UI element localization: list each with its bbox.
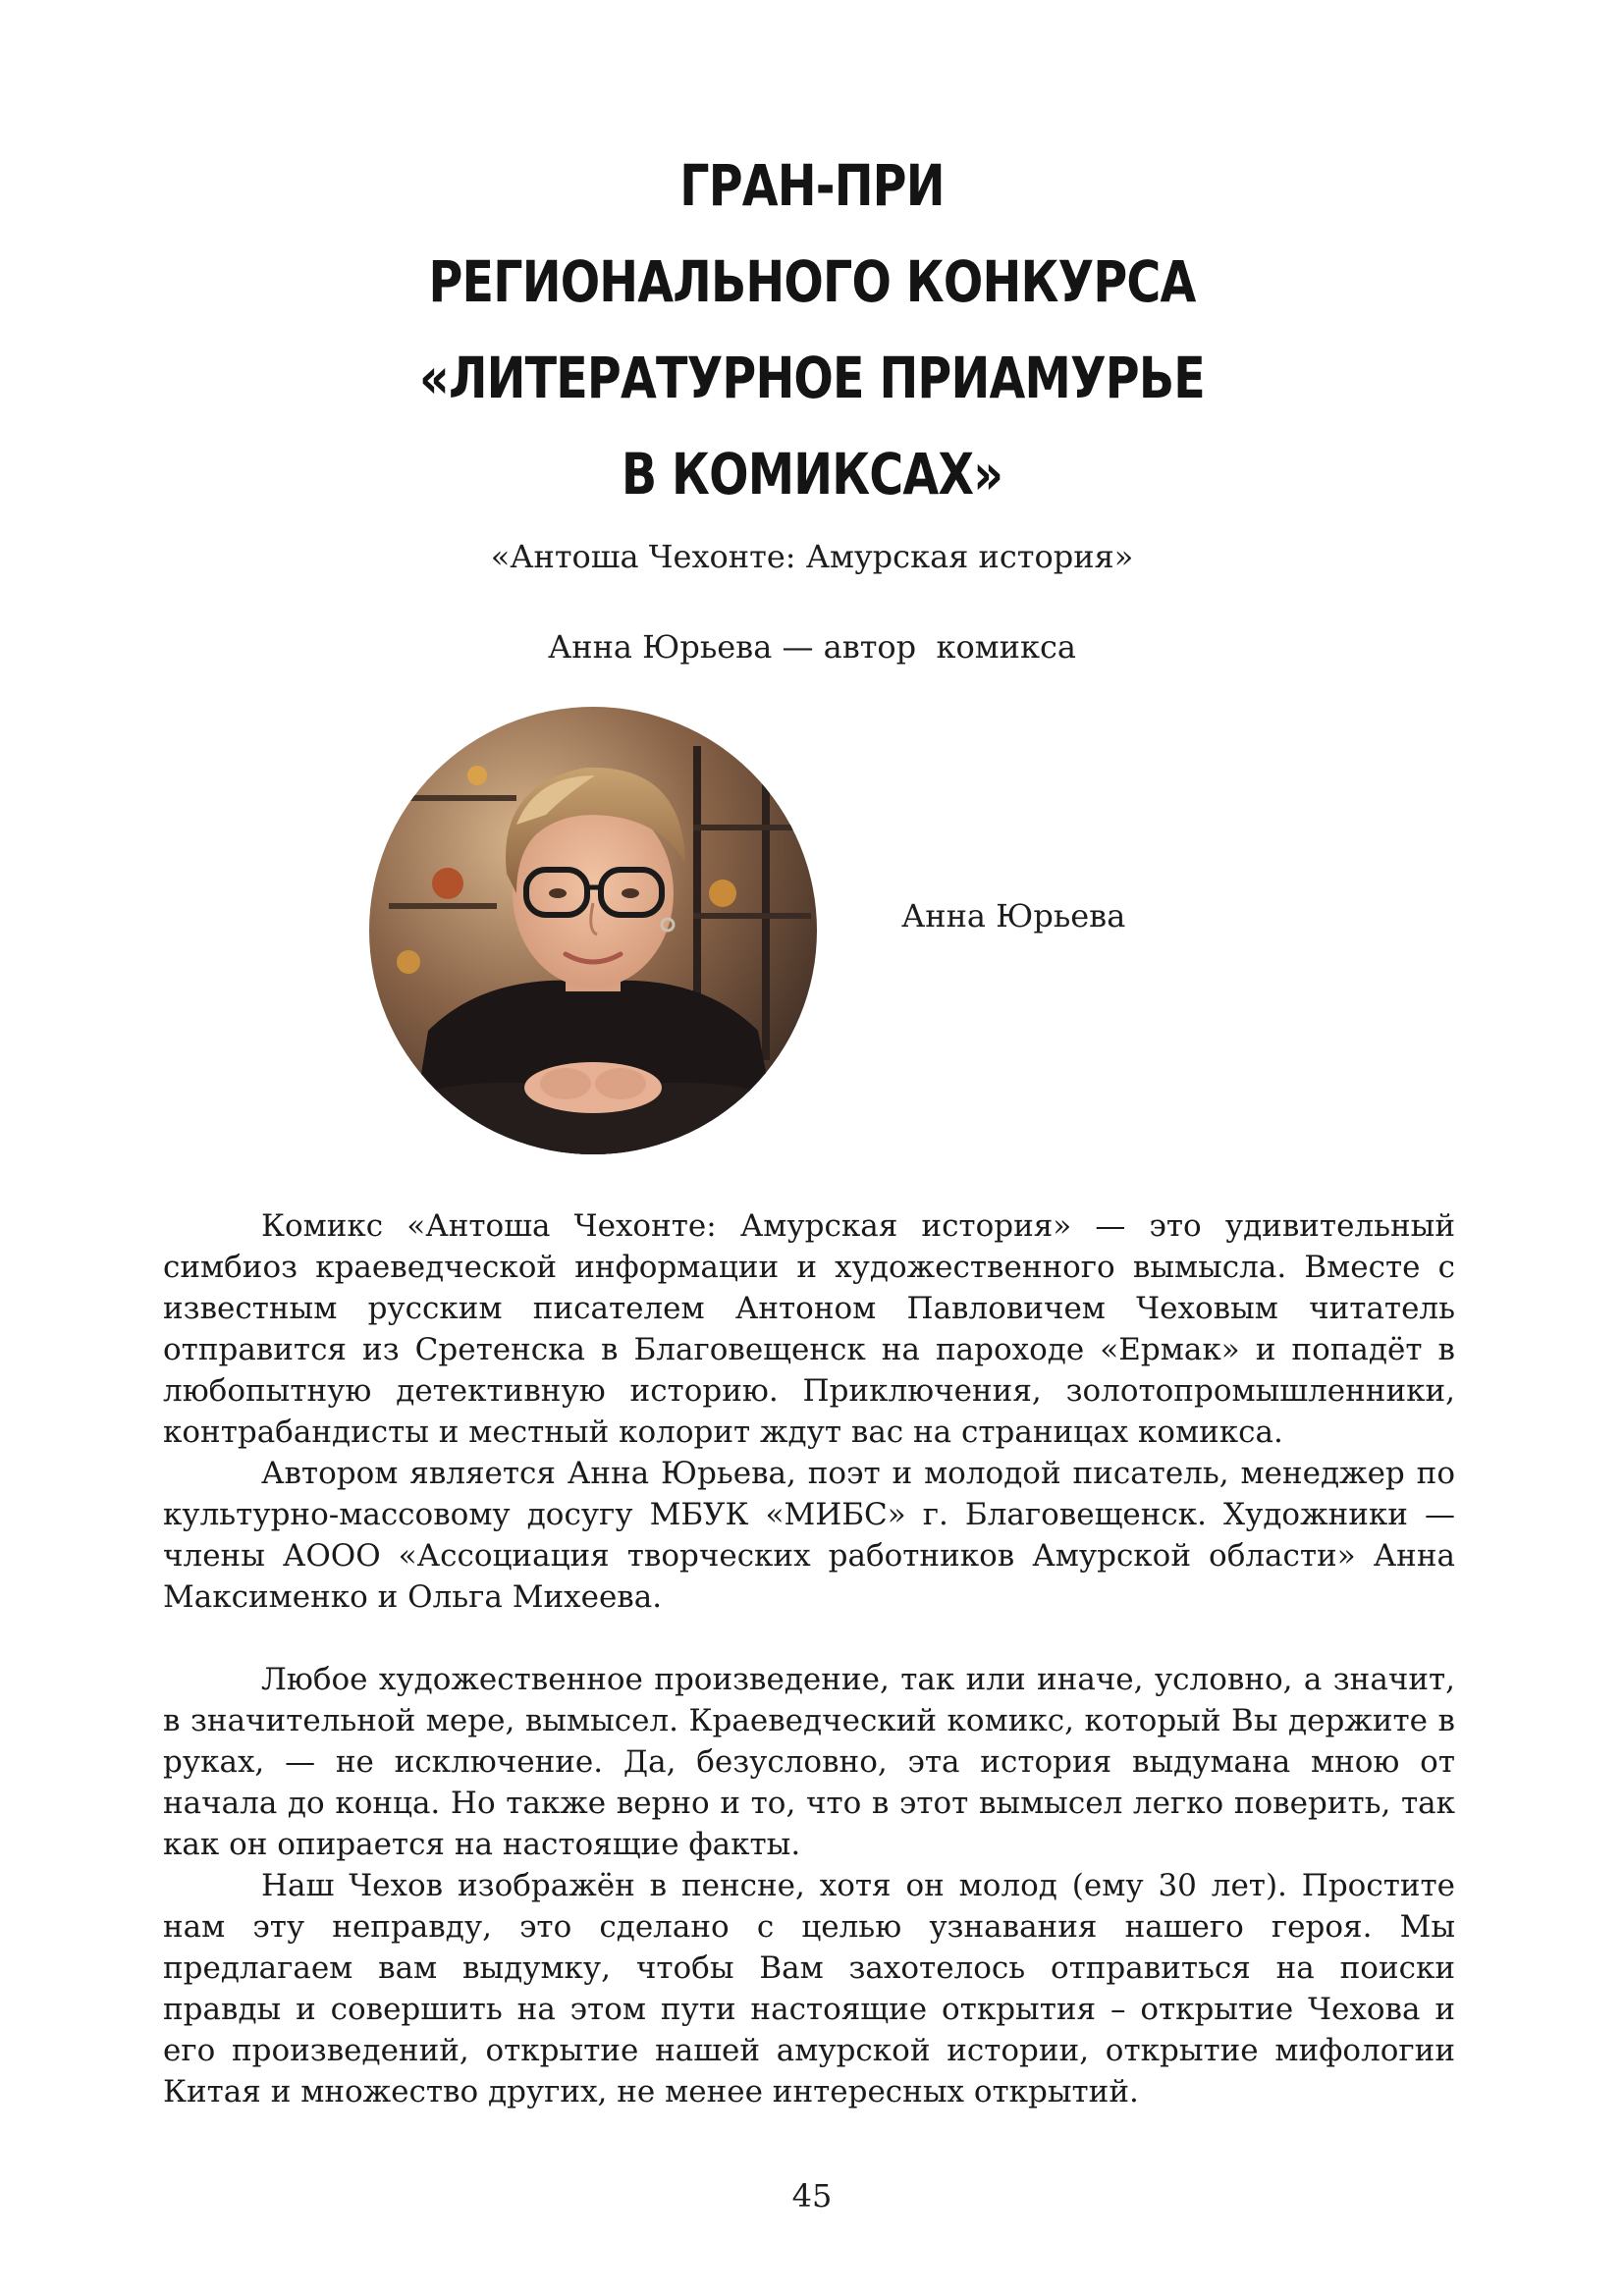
author-line: Анна Юрьева — автор комикса (548, 628, 1076, 666)
portrait-caption: Анна Юрьева (901, 897, 1126, 934)
author-portrait-photo (369, 707, 817, 1154)
title-line: ГРАН-ПРИ (679, 152, 945, 219)
body-paragraph: Автором является Анна Юрьева, поэт и молодой писатель, менеджер по культурно-массовому досугу МБУК «МИБС» г. Благовещенск. Художники — члены АООО «Ассоциация творческих работников Амурской области» Анна Максименко и Ольга Михеева. (163, 1456, 1455, 1615)
body-paragraph: Комикс «Антоша Чехонте: Амурская история» — это удивительный симбиоз краеведческой информации и художественного вымысла. Вместе с известным русским писателем Антоном Павловичем Чеховым читатель отправится из Сретенска в Благовещенск на пароходе «Ермак» и попадёт в любопытную детективную историю. Приключения, золотопромышленники, контрабандисты и местный колорит ждут вас на страницах комикса. (163, 1208, 1455, 1450)
page-number: 45 (791, 2177, 833, 2215)
article-body (163, 1205, 1455, 2112)
page-title (0, 137, 1624, 522)
title-line: «ЛИТЕРАТУРНОЕ ПРИАМУРЬЕ (419, 345, 1205, 411)
title-line: РЕГИОНАЛЬНОГО КОНКУРСА (428, 248, 1196, 315)
title-line: В КОМИКСАХ» (621, 441, 1003, 507)
body-paragraph: Наш Чехов изображён в пенсне, хотя он молод (ему 30 лет). Простите нам эту неправду, это сделано с целью узнавания нашего героя. Мы предлагаем вам выдумку, чтобы Вам захотелось отправиться на поиски правды и совершить на этом пути настоящие открытия – открытие Чехова и его произведений, открытие нашей амурской истории, открытие мифологии Китая и множество других, не менее интересных открытий. (163, 1868, 1455, 2109)
body-paragraph: Любое художественное произведение, так или иначе, условно, а значит, в значительной мере, вымысел. Краеведческий комикс, который Вы держите в руках, — не исключение. Да, безусловно, эта история выдумана мною от начала до конца. Но также верно и то, что в этот вымысел легко поверить, так как он опирается на настоящие факты. (163, 1662, 1455, 1862)
comic-name: «Антоша Чехонте: Амурская история» (490, 538, 1134, 575)
